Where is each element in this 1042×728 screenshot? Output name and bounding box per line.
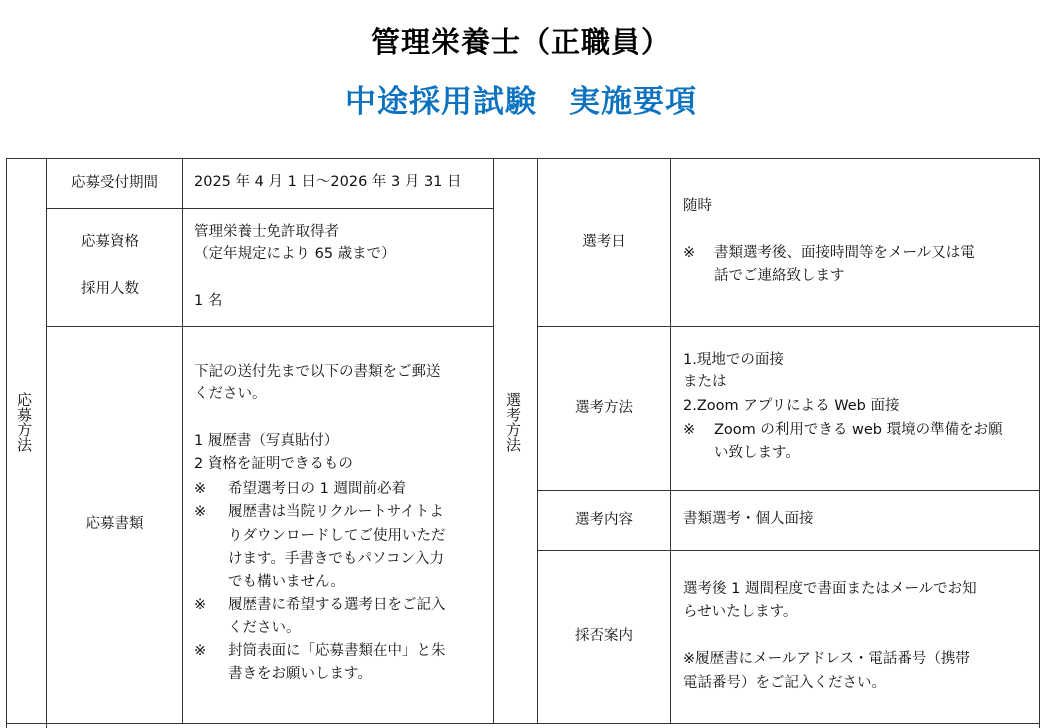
note-text: 履歴書に希望する選考日をご記入 xyxy=(228,597,446,613)
note-text: 書きをお願いします。 xyxy=(228,666,372,682)
grid-line xyxy=(493,158,494,724)
note-mark: ※ xyxy=(194,504,207,520)
documents-label: 応募書類 xyxy=(85,516,144,533)
documents-item-1: 1 履歴書（写真貼付） xyxy=(194,433,339,449)
selection-date-label: 選考日 xyxy=(582,233,626,250)
result-notice-label: 採否案内 xyxy=(575,628,633,645)
qualification-label: 応募資格 xyxy=(81,234,139,250)
note-text: 履歴書は当院リクルートサイトよ xyxy=(228,504,444,520)
selection-date-value: 随時 xyxy=(683,198,712,214)
note-text: 封筒表面に「応募書類在中」と朱 xyxy=(228,643,446,659)
result-notice-line3: ※履歴書にメールアドレス・電話番号（携帯 xyxy=(683,651,970,667)
result-notice-line2: らせいたします。 xyxy=(683,604,798,620)
note-text: 書類選考後、面接時間等をメール又は電 xyxy=(714,245,975,261)
selection-content-value: 書類選考・個人面接 xyxy=(683,511,814,527)
selection-method-line2: または xyxy=(683,374,727,390)
grid-line xyxy=(46,208,493,209)
grid-line xyxy=(670,158,671,724)
page-subtitle: 中途採用試験 実施要項 xyxy=(345,84,697,120)
selection-method-line1: 1.現地での面接 xyxy=(683,352,784,368)
note-mark: ※ xyxy=(194,643,207,659)
documents-intro-line1: 下記の送付先まで以下の書類をご郵送 xyxy=(194,364,441,380)
note-text: い致します。 xyxy=(714,445,800,461)
qualification-line1: 管理栄養士免許取得者 xyxy=(194,224,339,240)
result-notice-line1: 選考後 1 週間程度で書面またはメールでお知 xyxy=(683,581,977,597)
table-border-right xyxy=(1039,158,1040,728)
result-notice-line4: 電話番号）をご記入ください。 xyxy=(683,675,886,691)
section-label-selection: 選考方法 xyxy=(504,392,522,452)
hiring-count-label: 採用人数 xyxy=(81,281,139,297)
section-label-application: 応募方法 xyxy=(15,392,33,452)
note-text: 希望選考日の 1 週間前必着 xyxy=(228,481,406,497)
note-text: ください。 xyxy=(228,620,301,636)
documents-item-2: 2 資格を証明できるもの xyxy=(194,456,353,472)
grid-line xyxy=(182,158,183,724)
period-value: 2025 年 4 月 1 日～2026 年 3 月 31 日 xyxy=(194,174,462,190)
note-text: 話でご連絡致します xyxy=(714,268,845,284)
note-mark: ※ xyxy=(194,481,207,497)
page-title: 管理栄養士（正職員） xyxy=(370,25,671,59)
note-text: Zoom の利用できる web 環境の準備をお願 xyxy=(714,422,1003,438)
selection-method-line3: 2.Zoom アプリによる Web 面接 xyxy=(683,398,900,414)
note-text: でも構いません。 xyxy=(228,574,345,590)
note-mark: ※ xyxy=(194,597,207,613)
selection-content-label: 選考内容 xyxy=(575,511,633,528)
note-mark: ※ xyxy=(683,245,696,261)
period-label: 応募受付期間 xyxy=(71,174,158,191)
note-text: りダウンロードしてご使用いただ xyxy=(228,528,446,544)
note-mark: ※ xyxy=(683,422,696,438)
table-border-left xyxy=(6,158,7,728)
table-border-bottom xyxy=(6,723,1040,724)
note-text: けます。手書きでもパソコン入力 xyxy=(228,551,445,567)
qualification-line2: （定年規定により 65 歳まで） xyxy=(194,246,396,262)
documents-intro-line2: ください。 xyxy=(194,386,267,402)
selection-method-label: 選考方法 xyxy=(575,399,633,416)
hiring-count-value: 1 名 xyxy=(194,293,223,309)
